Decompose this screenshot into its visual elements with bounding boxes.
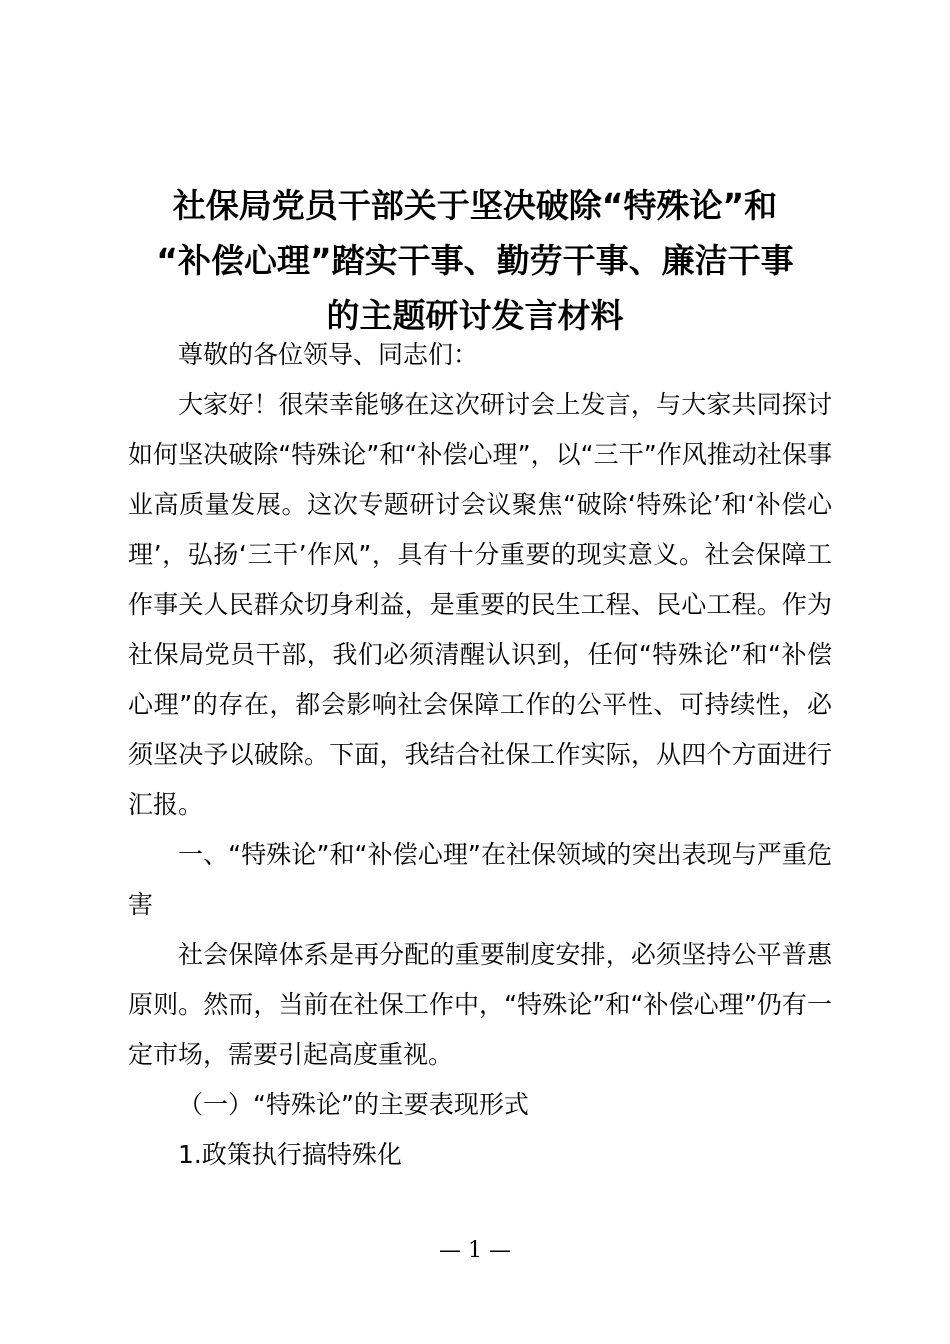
title-line-3: 的主题研讨发言材料	[326, 296, 624, 335]
subsection-heading-1: （一）“特殊论”的主要表现形式	[178, 1090, 529, 1119]
page-number: — 1 —	[439, 1238, 511, 1263]
document-title	[110, 178, 840, 343]
paragraph-intro: 大家好！很荣幸能够在这次研讨会上发言，与大家共同探讨如何坚决破除“特殊论”和“补偿心理”，以“三干”作风推动社保事业高质量发展。这次专题研讨会议聚焦“破除‘特殊论’和‘补偿心理’，弘扬‘三干’作风”，具有十分重要的现实意义。社会保障工作事关人民群众切身利益，是重要的民生工程、民心工程。作为社保局党员干部，我们必须清醒认识到，任何“特殊论”和“补偿心理”的存在，都会影响社会保障工作的公平性、可持续性，必须坚决予以破除。下面，我结合社保工作实际，从四个方面进行汇报。	[128, 390, 832, 819]
section-heading-1: 一、“特殊论”和“补偿心理”在社保领域的突出表现与严重危害	[128, 840, 832, 919]
document-body	[128, 330, 832, 1180]
paragraph-section-1: 社会保障体系是再分配的重要制度安排，必须坚持公平普惠原则。然而，当前在社保工作中，“特殊论”和“补偿心理”仍有一定市场，需要引起高度重视。	[128, 940, 832, 1069]
title-line-1: 社保局党员干部关于坚决破除“特殊论”和	[172, 186, 778, 225]
title-line-2: “补偿心理”踏实干事、勤劳干事、廉洁干事	[156, 241, 794, 280]
item-heading-1: 1.政策执行搞特殊化	[178, 1140, 402, 1169]
salutation: 尊敬的各位领导、同志们：	[178, 340, 479, 369]
